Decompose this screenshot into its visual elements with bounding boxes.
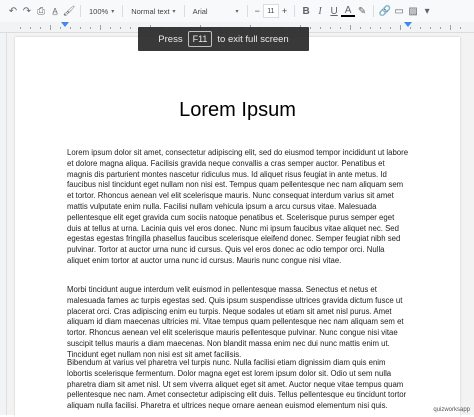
divider: [294, 5, 295, 17]
ruler-tick: [30, 27, 31, 29]
underline-button[interactable]: U: [330, 5, 338, 17]
image-icon[interactable]: ▨: [408, 5, 418, 17]
ruler-tick: [320, 27, 321, 29]
ruler-tick: [390, 27, 391, 29]
highlight-icon[interactable]: ✎: [357, 5, 367, 17]
divider: [184, 5, 185, 17]
paragraph-2: Morbi tincidunt augue interdum velit euismod in pellentesque massa. Senectus et netus et malesuada fames ac turpis egestas sed. Quis ipsum suspendisse ultrices gravida dictum fusce ut placerat orci. Cras adipiscing enim eu turpis. Neque sodales ut etiam sit amet nisl purus. Amet aliquam id diam maecenas ultricies mi. Vitae tempus quam pellentesque nec nam aliquam sem et tortor. Rhoncus aenean vel elit scelerisque mauris pellentesque pulvinar. Nunc congue nisi vitae suscipit tellus mauris a diam maecenas. Non blandit massa enim nec dui nunc mattis enim ut. Tincidunt eget nullam non nisi est sit amet facilisis.: [67, 285, 404, 359]
ruler-tick: [130, 27, 131, 29]
paint-format-icon[interactable]: 🖌: [62, 5, 76, 17]
caret-down-icon: ▾: [172, 8, 176, 15]
font-dropdown[interactable]: [189, 7, 243, 16]
style-value: Normal text: [131, 6, 170, 16]
ruler-tick: [380, 27, 381, 29]
toolbar: [0, 0, 474, 23]
decrease-font-size-button[interactable]: −: [254, 6, 260, 16]
more-icon[interactable]: ▾: [424, 5, 430, 17]
left-indent-marker[interactable]: [61, 22, 69, 27]
ruler-tick: [90, 27, 91, 29]
link-icon[interactable]: 🔗: [378, 5, 392, 17]
toast-prefix: Press: [158, 33, 183, 45]
undo-icon[interactable]: ↶: [8, 5, 18, 17]
ruler-tick: [440, 27, 441, 29]
ruler-tick: [360, 27, 361, 29]
ruler-tick: [410, 27, 411, 29]
paragraph-1: Lorem ipsum dolor sit amet, consectetur adipiscing elit, sed do eiusmod tempor incididunt ut labore et dolore magna aliqua. Facilisis gravida neque convallis a cras semper auctor. Penatibus et magnis dis parturient montes nascetur ridiculus mus. Id aliquet risus feugiat in ante metus. Id faucibus nisl tincidunt eget nullam non nisi est. Tempus quam pellentesque nec nam aliquam sem et tortor. Rhoncus aenean vel elit scelerisque mauris. Nunc consequat interdum varius sit amet mattis vulputate enim nulla. Facilisi nullam vehicula ipsum a arcu cursus vitae. Malesuada pellentesque elit eget gravida cum sociis natoque penatibus et. Scelerisque purus semper eget duis at tellus at urna. Lacinia quis vel eros donec. Nunc mi ipsum faucibus vitae aliquet nec. Sed egestas egestas fringilla phasellus faucibus scelerisque eleifend donec. Semper feugiat nibh sed pulvinar. Tortor at auctor urna nunc id cursus. Quis vel eros donec ac odio tempor orci. Nulla aliquet enim tortor at auctor urna nunc id cursus. Mauris nunc congue nisi vitae.: [67, 148, 409, 265]
ruler-tick: [70, 27, 71, 29]
ruler-tick: [110, 27, 111, 29]
divider: [80, 5, 81, 17]
italic-button[interactable]: I: [318, 5, 322, 17]
zoom-value: 100%: [89, 6, 109, 16]
ruler-tick: [310, 27, 311, 29]
spellcheck-icon[interactable]: A̲: [52, 6, 58, 16]
ruler-tick: [20, 27, 21, 29]
font-value: Arial: [192, 6, 208, 16]
f11-key-badge: F11: [188, 31, 213, 47]
ruler-tick: [120, 27, 121, 29]
ruler-tick: [60, 27, 61, 29]
ruler-tick: [450, 25, 451, 30]
bold-button[interactable]: B: [302, 5, 310, 17]
font-size-input[interactable]: 11: [263, 4, 279, 18]
ruler-tick: [420, 27, 421, 29]
fullscreen-toast: [138, 27, 309, 51]
ruler-tick: [340, 27, 341, 29]
divider: [373, 5, 374, 17]
watermark: quizworksapp: [433, 407, 470, 413]
document-title: Lorem Ipsum: [179, 99, 296, 121]
zoom-dropdown[interactable]: [85, 7, 118, 16]
ruler-tick: [400, 25, 401, 30]
ruler-tick: [40, 27, 41, 29]
redo-icon[interactable]: ↷: [22, 5, 32, 17]
print-icon[interactable]: ⎙: [37, 5, 45, 17]
divider: [122, 5, 123, 17]
text-color-button[interactable]: A: [341, 5, 355, 17]
increase-font-size-button[interactable]: +: [281, 6, 288, 16]
ruler-tick: [330, 27, 331, 29]
vertical-ruler: [0, 33, 7, 415]
comment-icon[interactable]: ▭: [394, 5, 404, 17]
ruler-tick: [460, 27, 461, 29]
ruler-tick: [350, 25, 351, 30]
style-dropdown[interactable]: [127, 7, 179, 16]
ruler-tick: [100, 25, 101, 30]
ruler-tick: [50, 25, 51, 30]
ruler-tick: [430, 27, 431, 29]
ruler-tick: [80, 27, 81, 29]
paragraph-3: Bibendum at varius vel pharetra vel turpis nunc. Nulla facilisi etiam dignissim diam quis enim lobortis scelerisque fermentum. Dolor magna eget est lorem ipsum dolor sit. Odio ut sem nulla pharetra diam sit amet nisl. Ut sem viverra aliquet eget sit amet. Auctor neque vitae tempus quam pellentesque nec nam. Amet consectetur adipiscing elit duis. Tellus pellentesque eu tincidunt tortor aliquam nulla facilisi. Pharetra et ultrices neque ornare aenean euismod elementum nisi quis.: [67, 358, 407, 411]
caret-down-icon: ▾: [235, 8, 239, 15]
divider: [247, 5, 248, 17]
toast-suffix: to exit full screen: [217, 33, 289, 45]
caret-down-icon: ▾: [111, 8, 115, 15]
ruler-tick: [370, 27, 371, 29]
